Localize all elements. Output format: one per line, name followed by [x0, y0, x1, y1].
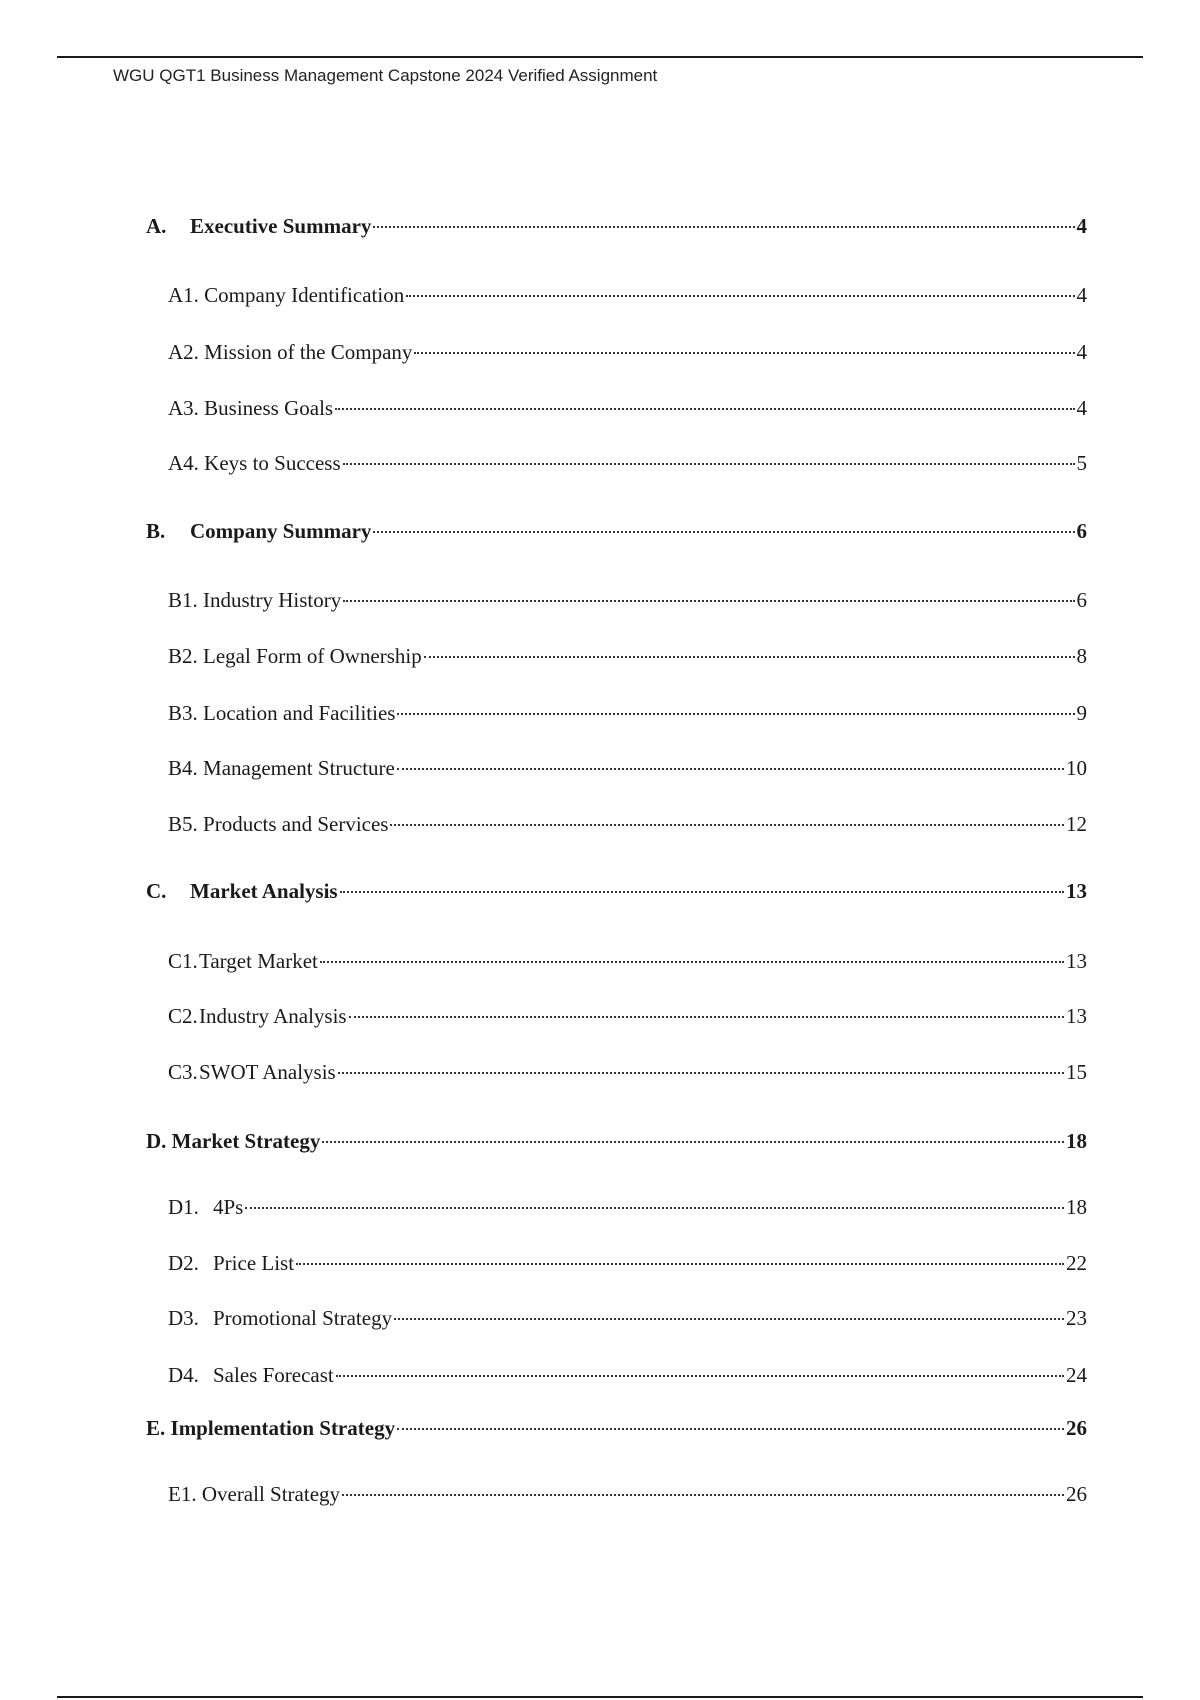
toc-page: 13 — [1066, 949, 1087, 973]
toc-entry-b4[interactable] — [168, 755, 1087, 781]
toc-entry-a4[interactable] — [168, 450, 1087, 476]
toc-entry-b3[interactable] — [168, 700, 1087, 726]
dot-leader — [390, 824, 1064, 826]
toc-title: E. Implementation Strategy — [146, 1416, 396, 1440]
toc-page: 4 — [1076, 214, 1087, 238]
toc-number: D2. — [168, 1251, 199, 1275]
dot-leader — [335, 408, 1074, 410]
toc-entry-e[interactable] — [146, 1415, 1087, 1441]
toc-page: 13 — [1066, 1004, 1087, 1028]
toc-entry-b1[interactable] — [168, 587, 1087, 613]
toc-title: Target Market — [199, 949, 318, 973]
toc-title: A1. Company Identification — [168, 283, 405, 307]
footer-rule — [57, 1696, 1143, 1698]
toc-page: 18 — [1066, 1129, 1087, 1153]
dot-leader — [394, 1318, 1064, 1320]
dot-leader — [336, 1375, 1064, 1377]
toc-title: Company Summary — [190, 519, 372, 543]
toc-number: D3. — [168, 1306, 199, 1330]
toc-title: B4. Management Structure — [168, 756, 395, 780]
toc-entry-b2[interactable] — [168, 643, 1087, 669]
dot-leader — [245, 1207, 1064, 1209]
toc-page: 4 — [1076, 283, 1087, 307]
dot-leader — [322, 1141, 1064, 1143]
toc-entry-c[interactable] — [146, 878, 1087, 904]
dot-leader — [296, 1263, 1064, 1265]
toc-title: B2. Legal Form of Ownership — [168, 644, 422, 668]
toc-page: 13 — [1066, 879, 1087, 903]
dot-leader — [338, 1072, 1064, 1074]
toc-page: 26 — [1066, 1416, 1087, 1440]
toc-entry-c2[interactable] — [168, 1003, 1087, 1029]
toc-page: 8 — [1076, 644, 1087, 668]
toc-entry-b[interactable] — [146, 518, 1087, 544]
toc-title: 4Ps — [213, 1195, 244, 1219]
toc-title: A4. Keys to Success — [168, 451, 341, 475]
dot-leader — [414, 352, 1074, 354]
toc-page: 6 — [1076, 588, 1087, 612]
dot-leader — [349, 1016, 1064, 1018]
toc-title: B1. Industry History — [168, 588, 342, 612]
toc-page: 15 — [1066, 1060, 1087, 1084]
toc-title: Market Analysis — [190, 879, 338, 903]
toc-title: E1. Overall Strategy — [168, 1482, 341, 1506]
toc-page: 4 — [1076, 396, 1087, 420]
toc-entry-c3[interactable] — [168, 1059, 1087, 1085]
toc-number: C3. — [168, 1060, 198, 1084]
toc-entry-d4[interactable] — [168, 1362, 1087, 1388]
toc-title: Price List — [213, 1251, 295, 1275]
toc-title: B3. Location and Facilities — [168, 701, 396, 725]
running-header: WGU QGT1 Business Management Capstone 2024 Verified Assignment — [113, 66, 658, 85]
toc-entry-a1[interactable] — [168, 282, 1087, 308]
toc-number: D1. — [168, 1195, 199, 1219]
toc-page: 4 — [1076, 340, 1087, 364]
toc-title: Industry Analysis — [199, 1004, 347, 1028]
toc-title: SWOT Analysis — [199, 1060, 336, 1084]
toc-number: B. — [146, 519, 166, 543]
toc-entry-e1[interactable] — [168, 1481, 1087, 1507]
dot-leader — [340, 891, 1064, 893]
toc-page: 10 — [1066, 756, 1087, 780]
dot-leader — [320, 961, 1064, 963]
toc-number: D4. — [168, 1363, 199, 1387]
dot-leader — [373, 226, 1074, 228]
toc-title: B5. Products and Services — [168, 812, 389, 836]
toc-entry-d3[interactable] — [168, 1305, 1087, 1331]
toc-number: C1. — [168, 949, 198, 973]
dot-leader — [406, 295, 1074, 297]
toc-number: C2. — [168, 1004, 198, 1028]
dot-leader — [397, 1428, 1064, 1430]
toc-entry-a2[interactable] — [168, 339, 1087, 365]
toc-entry-d2[interactable] — [168, 1250, 1087, 1276]
toc-title: Promotional Strategy — [213, 1306, 393, 1330]
toc-page: 22 — [1066, 1251, 1087, 1275]
dot-leader — [424, 656, 1075, 658]
toc-entry-a3[interactable] — [168, 395, 1087, 421]
toc-number: C. — [146, 879, 167, 903]
toc-number: A. — [146, 214, 167, 238]
toc-entry-d[interactable] — [146, 1128, 1087, 1154]
toc-title: Sales Forecast — [213, 1363, 334, 1387]
toc-page: 18 — [1066, 1195, 1087, 1219]
toc-entry-d1[interactable] — [168, 1194, 1087, 1220]
toc-page: 12 — [1066, 812, 1087, 836]
toc-page: 24 — [1066, 1363, 1087, 1387]
toc-page: 9 — [1076, 701, 1087, 725]
toc-title: Executive Summary — [190, 214, 372, 238]
dot-leader — [343, 600, 1074, 602]
toc-title: D. Market Strategy — [146, 1129, 321, 1153]
dot-leader — [397, 713, 1074, 715]
dot-leader — [373, 531, 1074, 533]
toc-page: 23 — [1066, 1306, 1087, 1330]
toc-entry-b5[interactable] — [168, 811, 1087, 837]
dot-leader — [343, 463, 1075, 465]
toc-page: 5 — [1076, 451, 1087, 475]
dot-leader — [342, 1494, 1064, 1496]
toc-title: A3. Business Goals — [168, 396, 334, 420]
dot-leader — [397, 768, 1064, 770]
toc-page: 6 — [1076, 519, 1087, 543]
toc-page: 26 — [1066, 1482, 1087, 1506]
toc-entry-c1[interactable] — [168, 948, 1087, 974]
toc-title: A2. Mission of the Company — [168, 340, 413, 364]
toc-entry-a[interactable] — [146, 213, 1087, 239]
